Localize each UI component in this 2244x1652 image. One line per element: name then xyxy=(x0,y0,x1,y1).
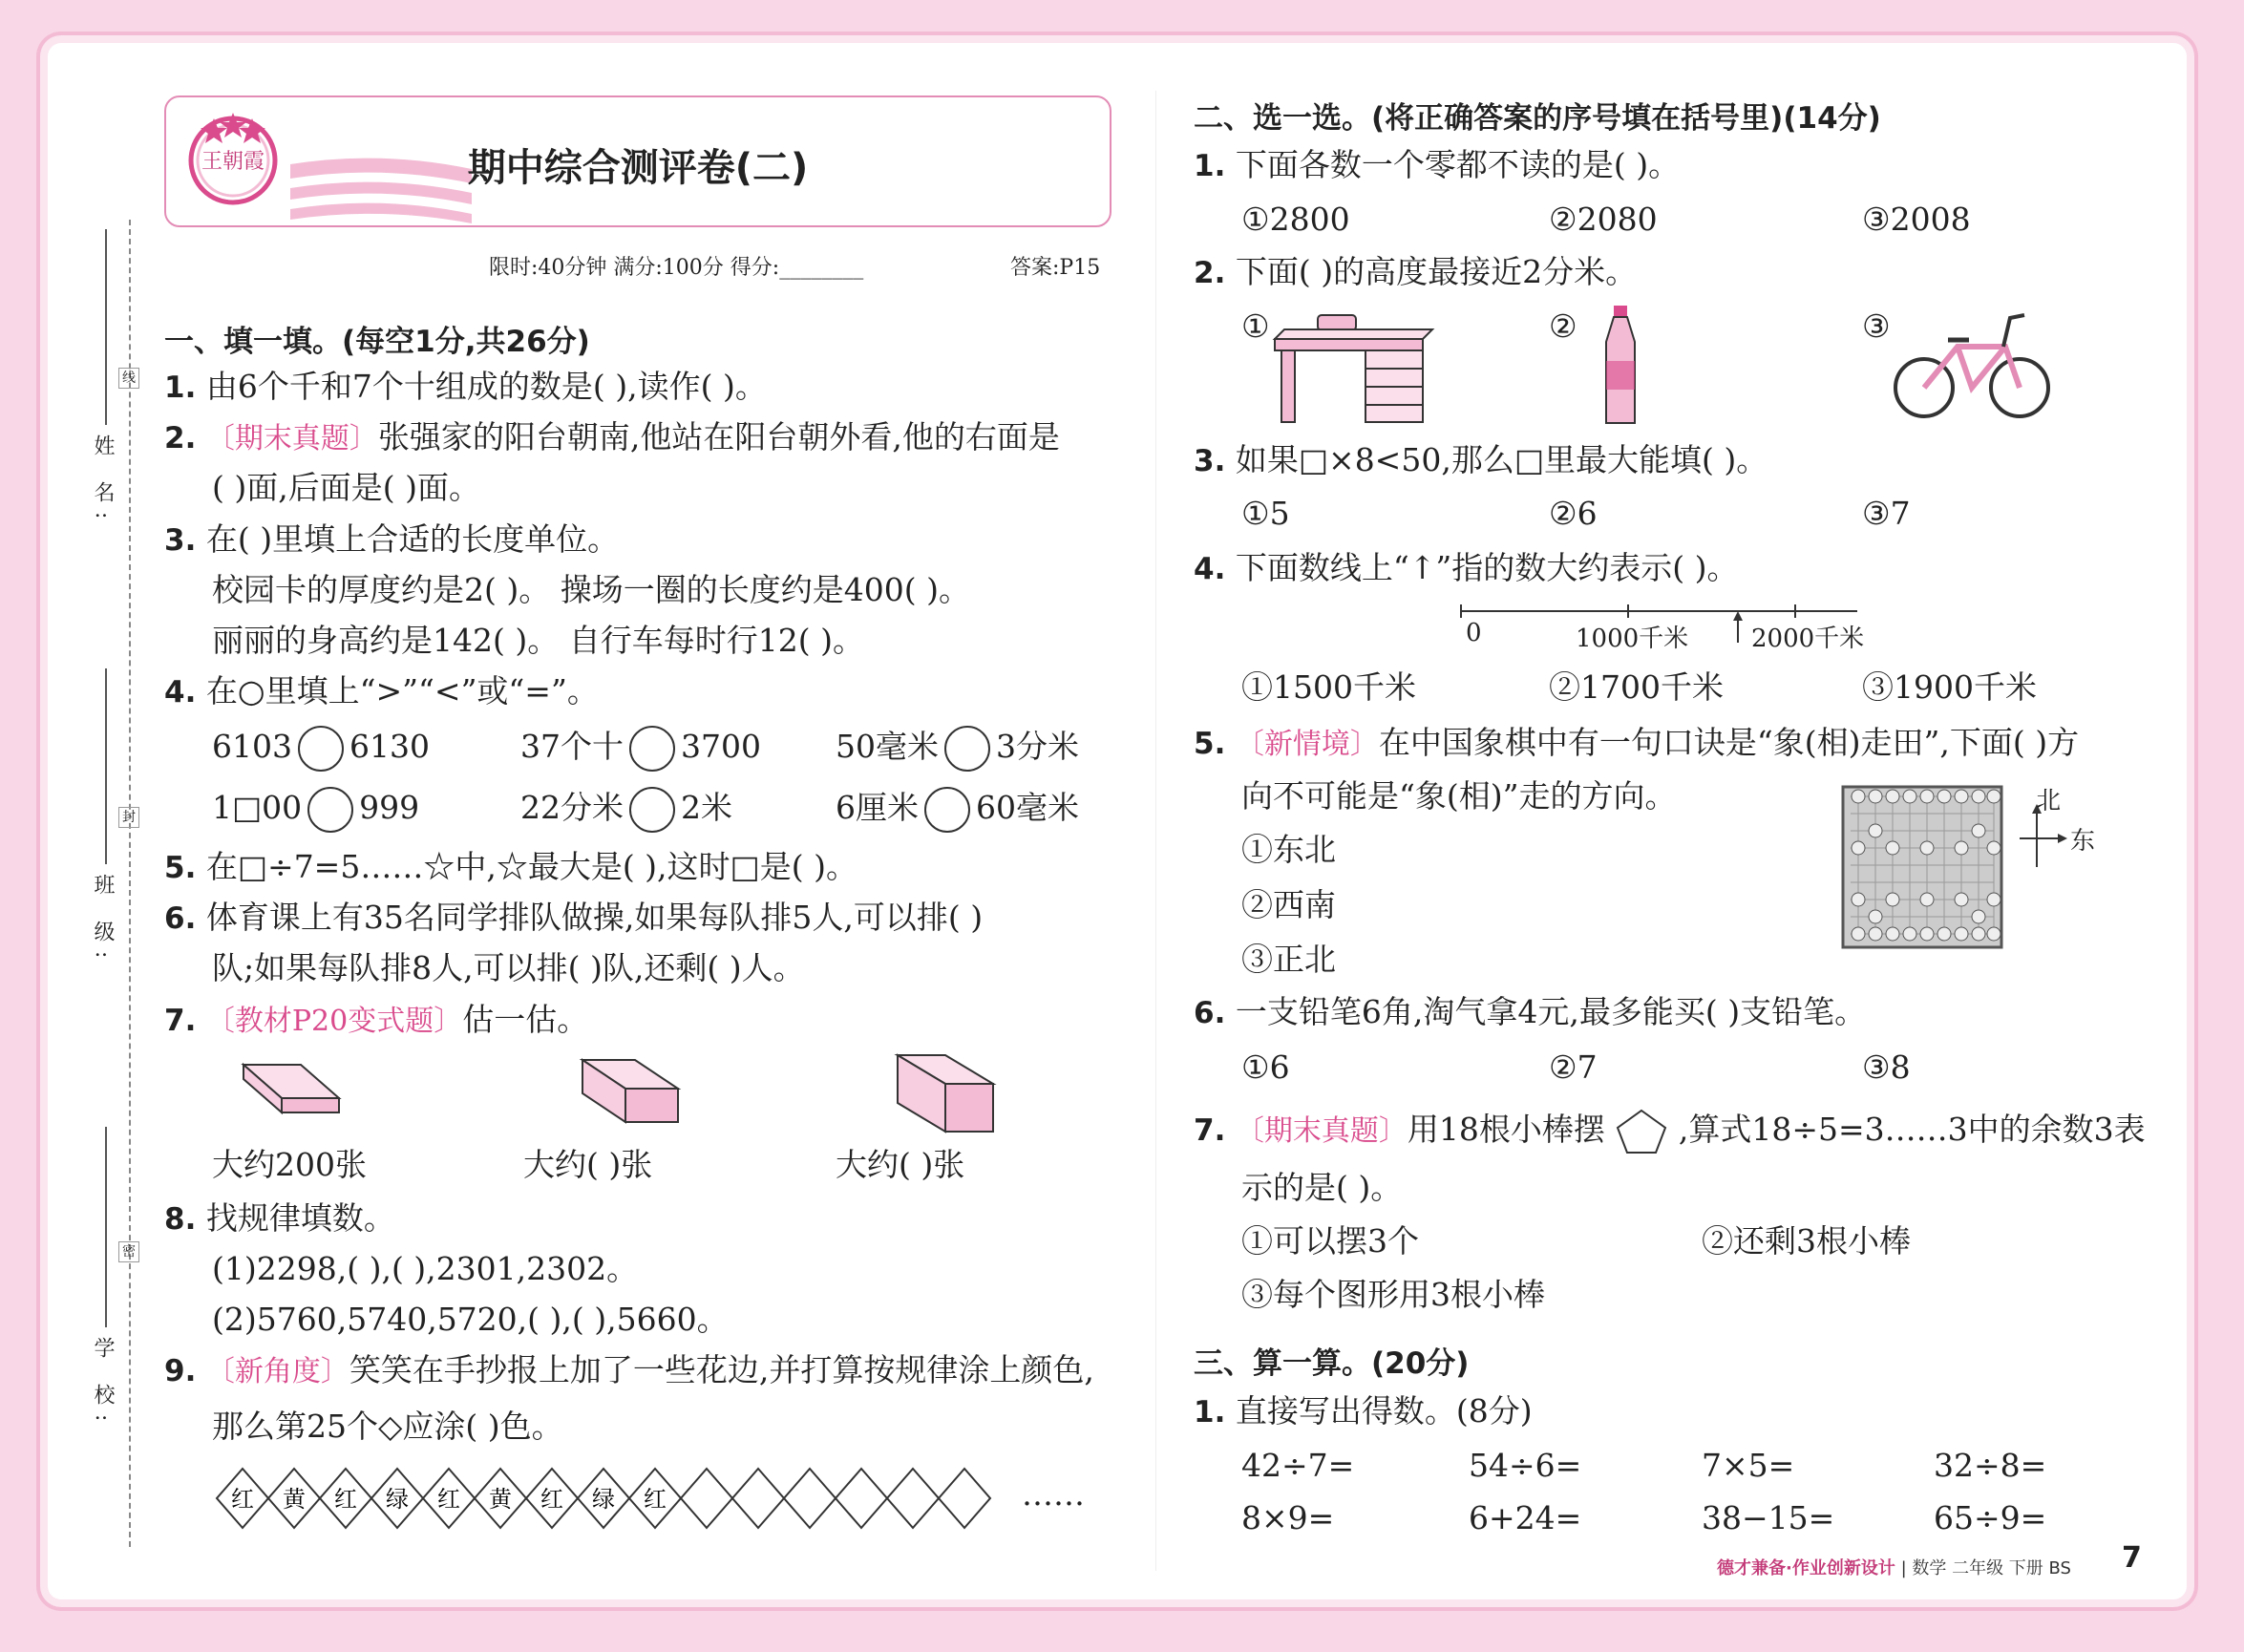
school-line xyxy=(105,1127,107,1327)
s3-q1: 1. 直接写出得数。(8分) xyxy=(1194,1392,1533,1430)
answer-ref: 答案:P15 xyxy=(1010,256,1101,280)
paper-stack-large-icon xyxy=(893,1050,998,1136)
estimate-label-2: 大约( )张 xyxy=(523,1146,653,1183)
diamond-color-label: 红 xyxy=(334,1486,357,1513)
compare-4: 1□00 999 xyxy=(212,787,419,833)
s1-q2-line2: ( )面,后面是( )面。 xyxy=(212,469,480,506)
s2-q4-opt2[interactable]: ②1700千米 xyxy=(1549,668,1724,706)
compare-circle[interactable] xyxy=(944,726,990,772)
s2-q5-line2: 向不可能是“象(相)”走的方向。 xyxy=(1241,777,1677,815)
calc-8: 65÷9= xyxy=(1934,1499,2047,1536)
s2-q5-opt3[interactable]: ③正北 xyxy=(1241,941,1336,978)
compare-6: 6厘米 60毫米 xyxy=(836,787,1079,833)
s2-q7-line2: 示的是( )。 xyxy=(1241,1169,1403,1206)
s2-q6-opt3[interactable]: ③8 xyxy=(1862,1048,1911,1086)
s1-q8-line2: (2)5760,5740,5720,( ),( ),5660。 xyxy=(212,1301,729,1338)
s2-q3-opt3[interactable]: ③7 xyxy=(1862,495,1911,532)
calc-2: 54÷6= xyxy=(1469,1447,1582,1484)
diamond-color-label: 红 xyxy=(231,1486,254,1513)
border-diamond xyxy=(732,1469,784,1528)
border-diamond xyxy=(681,1469,732,1528)
s1-q6-line2: 队;如果每队排8人,可以排( )队,还剩( )人。 xyxy=(212,949,805,986)
pentagon-icon xyxy=(1615,1108,1668,1155)
paper-stack-small-icon xyxy=(239,1055,344,1122)
diamond-color-label: 绿 xyxy=(386,1486,409,1513)
compare-5: 22分米 2米 xyxy=(520,787,732,833)
s1-q8-line1: (1)2298,( ),( ),2301,2302。 xyxy=(212,1250,639,1287)
s2-q1-opt1[interactable]: ①2800 xyxy=(1241,201,1350,238)
calc-3: 7×5= xyxy=(1702,1447,1795,1484)
section2-title: 二、选一选。(将正确答案的序号填在括号里)(14分) xyxy=(1194,101,1881,136)
s1-q7: 7. 〔教材P20变式题〕估一估。 xyxy=(164,1001,589,1038)
estimate-label-1: 大约200张 xyxy=(212,1146,367,1183)
s2-q3-opt1[interactable]: ①5 xyxy=(1241,495,1290,532)
diamond-border-svg xyxy=(212,1466,995,1531)
compare-3: 50毫米 3分米 xyxy=(836,726,1079,772)
section3-title: 三、算一算。(20分) xyxy=(1194,1346,1470,1381)
calc-6: 6+24= xyxy=(1469,1499,1582,1536)
svg-text:王朝霞: 王朝霞 xyxy=(201,150,265,174)
class-line xyxy=(105,668,107,864)
diamond-color-label: 黄 xyxy=(489,1486,512,1513)
s2-q6: 6. 一支铅笔6角,淘气拿4元,最多能买( )支铅笔。 xyxy=(1194,993,1867,1030)
s1-q6: 6. 体育课上有35名同学排队做操,如果每队排5人,可以排( ) xyxy=(164,899,984,936)
s1-q3-line2: 丽丽的身高约是142( )。 自行车每时行12( )。 xyxy=(212,622,864,659)
water-bottle-icon xyxy=(1597,304,1644,428)
estimate-label-3: 大约( )张 xyxy=(836,1146,965,1183)
diamond-border-row xyxy=(212,1466,995,1535)
diamond-color-label: 黄 xyxy=(283,1486,306,1513)
page-title: 期中综合测评卷(二) xyxy=(467,146,809,190)
exam-meta: 限时:40分钟 满分:100分 得分:________ xyxy=(489,256,864,280)
title-banner xyxy=(164,95,1111,227)
number-line-tick-0: 0 xyxy=(1466,619,1482,647)
border-diamond xyxy=(939,1469,990,1528)
compass-north-label: 北 xyxy=(2036,787,2062,815)
diamond-color-label: 红 xyxy=(644,1486,667,1513)
compare-circle[interactable] xyxy=(629,726,675,772)
s1-q3-line1: 校园卡的厚度约是2( )。 操场一圈的长度约是400( )。 xyxy=(212,571,970,608)
chinese-chess-board-icon xyxy=(1841,785,2003,949)
diamond-color-label: 红 xyxy=(437,1486,460,1513)
s2-q1-opt3[interactable]: ③2008 xyxy=(1862,201,1971,238)
bicycle-icon xyxy=(1891,304,2053,423)
cut-mark-1: 线 xyxy=(118,368,139,389)
compare-circle[interactable] xyxy=(307,787,353,833)
s1-q2: 2. 〔期末真题〕张强家的阳台朝南,他站在阳台朝外看,他的右面是 xyxy=(164,418,1060,455)
footer-credit: 德才兼备·作业创新设计 | 数学 二年级 下册 BS xyxy=(1717,1558,2071,1578)
name-line xyxy=(105,229,107,425)
compare-circle[interactable] xyxy=(629,787,675,833)
column-divider xyxy=(1155,91,1156,1571)
cut-mark-2: 封 xyxy=(118,807,139,828)
compare-1: 6103 6130 xyxy=(212,726,430,772)
s1-q8: 8. 找规律填数。 xyxy=(164,1199,395,1237)
name-label: 姓 名: xyxy=(91,434,115,529)
s2-q1-opt2[interactable]: ②2080 xyxy=(1549,201,1658,238)
cut-mark-3: 密 xyxy=(118,1241,139,1262)
diamond-color-label: 绿 xyxy=(592,1486,615,1513)
calc-4: 32÷8= xyxy=(1934,1447,2047,1484)
s2-q2: 2. 下面( )的高度最接近2分米。 xyxy=(1194,253,1638,290)
school-label: 学 校: xyxy=(91,1337,115,1431)
s2-q4: 4. 下面数线上“↑”指的数大约表示( )。 xyxy=(1194,549,1739,586)
s2-q4-opt1[interactable]: ①1500千米 xyxy=(1241,668,1416,706)
diamond-color-label: 红 xyxy=(540,1486,563,1513)
page-number: 7 xyxy=(2122,1541,2142,1575)
border-diamond xyxy=(784,1469,836,1528)
s2-q7: 7. 〔期末真题〕用18根小棒摆 ,算式18÷5=3……3中的余数3表 xyxy=(1194,1108,2146,1155)
s2-q5-opt2[interactable]: ②西南 xyxy=(1241,886,1336,923)
s1-q1: 1. 由6个千和7个十组成的数是( ),读作( )。 xyxy=(164,368,767,405)
desk-with-phone-icon xyxy=(1270,306,1437,425)
number-line-tick-1000: 1000千米 xyxy=(1576,625,1689,653)
section1-title: 一、填一填。(每空1分,共26分) xyxy=(164,325,590,359)
calc-7: 38−15= xyxy=(1702,1499,1835,1536)
s2-q2-opt3[interactable]: ③ xyxy=(1862,307,1891,345)
compare-2: 37个十 3700 xyxy=(520,726,761,772)
s2-q6-opt2[interactable]: ②7 xyxy=(1549,1048,1598,1086)
diamond-ellipsis: …… xyxy=(1022,1475,1085,1513)
s2-q3-opt2[interactable]: ②6 xyxy=(1549,495,1598,532)
paper-stack-medium-icon xyxy=(578,1055,683,1127)
s1-q3: 3. 在( )里填上合适的长度单位。 xyxy=(164,520,620,558)
s2-q1: 1. 下面各数一个零都不读的是( )。 xyxy=(1194,146,1681,183)
calc-1: 42÷7= xyxy=(1241,1447,1355,1484)
s2-q2-opt2[interactable]: ② xyxy=(1549,307,1577,345)
binding-dashed-line xyxy=(129,220,131,1547)
s2-q7-opt2[interactable]: ②还剩3根小棒 xyxy=(1702,1222,1911,1260)
s2-q3: 3. 如果□×8<50,那么□里最大能填( )。 xyxy=(1194,441,1768,478)
s2-q4-opt3[interactable]: ③1900千米 xyxy=(1862,668,2037,706)
border-diamond xyxy=(887,1469,939,1528)
compass-east-label: 东 xyxy=(2070,827,2096,856)
border-diamond xyxy=(836,1469,887,1528)
s2-q6-opt1[interactable]: ①6 xyxy=(1241,1048,1290,1086)
compare-circle[interactable] xyxy=(298,726,344,772)
s2-q5: 5. 〔新情境〕在中国象棋中有一句口诀是“象(相)走田”,下面( )方 xyxy=(1194,724,2080,761)
s1-q9-line2: 那么第25个◇应涂( )色。 xyxy=(212,1408,563,1445)
s2-q5-opt1[interactable]: ①东北 xyxy=(1241,831,1336,868)
s1-q4: 4. 在○里填上“>”“<”或“=”。 xyxy=(164,672,599,710)
compare-circle[interactable] xyxy=(924,787,970,833)
number-line-tick-2000: 2000千米 xyxy=(1751,625,1865,653)
s2-q7-opt3[interactable]: ③每个图形用3根小棒 xyxy=(1241,1276,1545,1313)
class-label: 班 级: xyxy=(91,874,115,968)
calc-5: 8×9= xyxy=(1241,1499,1335,1536)
s1-q9: 9. 〔新角度〕笑笑在手抄报上加了一些花边,并打算按规律涂上颜色, xyxy=(164,1351,1094,1388)
s1-q5: 5. 在□÷7=5……☆中,☆最大是( ),这时□是( )。 xyxy=(164,848,857,885)
s2-q7-opt1[interactable]: ①可以摆3个 xyxy=(1241,1222,1419,1260)
s2-q2-opt1[interactable]: ① xyxy=(1241,307,1270,345)
